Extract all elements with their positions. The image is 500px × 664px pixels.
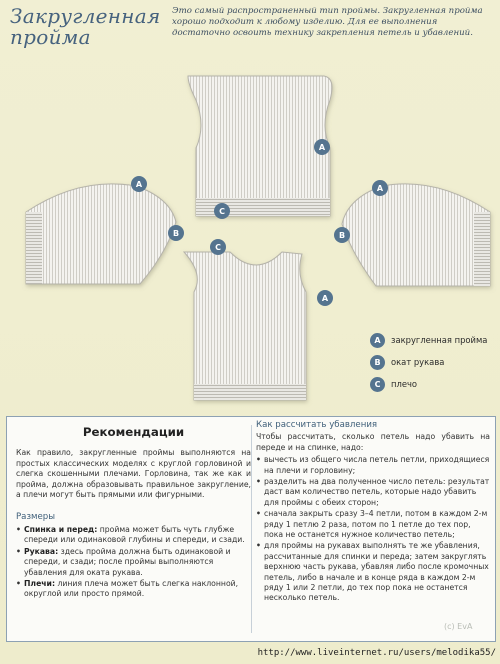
svg-text:A: A [135,180,143,189]
calc-item: • вычесть из общего числа петель петли, приходящиеся на плечи и горловину; [256,455,490,476]
source-url: http://www.liveinternet.ru/users/melodika55/ [257,648,496,658]
sizes-title: Размеры [16,511,56,522]
calc-item: • для проймы на рукавах выполнять те же убавления, рассчитанные для спинки и переда; затем закруглять верхнюю часть рукава, убавляя либо после кромочных петель, либо в начале и в конце ряда в каждом 2-м ряду 1 или 2 петли, до тех пор пока не останется несколько петель. [256,541,490,603]
badge-b-left-sleeve [168,225,184,241]
badge-a-right-sleeve [372,180,388,196]
legend-item [370,351,495,373]
legend [370,329,495,395]
recommendations-column [16,423,251,601]
legend-badge: B [370,355,385,370]
left-sleeve [26,184,176,284]
column-divider [251,425,252,633]
size-item [16,525,251,546]
size-text: пройма может быть чуть глубже спереди или одинаковой глубины и спереди, и сзади. [24,524,245,545]
size-text: здесь пройма должна быть одинаковой и спереди, и сзади; после проймы выполняются убавления для оката рукава. [24,546,231,577]
size-term: Плечи: [24,579,56,588]
badge-b-right-sleeve [334,227,350,243]
legend-label: окат рукава [391,357,445,367]
size-item [16,579,251,600]
badge-a-back [314,139,330,155]
intro-text: Это самый распространенный тип проймы. Закругленная пройма хорошо подходит к любому изделию. Для ее выполнения достаточно освоить технику закрепления петель и убавлений. [172,6,483,38]
page-title: Закругленная пройма [10,4,161,49]
svg-text:C: C [219,207,225,216]
badge-a-front [317,290,333,306]
svg-text:A: A [376,184,384,193]
calc-column [256,420,490,605]
recommendations-title: Рекомендации [82,425,185,439]
front-piece [184,252,306,400]
size-term: Спинка и перед: [24,524,98,534]
badge-c-back [214,203,230,219]
watermark: (с) EvA [444,622,473,631]
size-item [16,547,251,578]
calc-item: • разделить на два полученное число петель: результат даст вам количество петель, которые надо убавить для проймы с обеих сторон; [256,477,490,508]
right-sleeve [342,184,490,286]
svg-text:B: B [172,229,180,238]
calc-title: Как рассчитать убавления [256,420,378,430]
recommendations-intro: Как правило, закругленные проймы выполняются на простых классических моделях с круглой горловиной и слегка скошенными плечами. Горловина, так же как и пройма, должна образовывать правильное закругление, а плечи могут быть прямыми или фигурными. [16,448,251,500]
legend-item [370,373,495,395]
info-box [6,416,496,642]
legend-badge: C [370,377,385,392]
legend-item [370,329,495,351]
badge-a-left-sleeve [131,176,147,192]
size-term: Рукава: [24,546,59,556]
calc-item: • сначала закрыть сразу 3–4 петли, потом в каждом 2-м ряду 1 петлю 2 раза, потом по 1 петле до тех пор, пока не останется нужное количество петель; [256,509,490,540]
legend-label: закругленная пройма [391,335,488,345]
svg-text:A: A [321,294,329,303]
legend-label: плечо [391,379,418,389]
calc-intro: Чтобы рассчитать, сколько петель надо убавить на переде и на спинке, надо: [256,432,490,452]
svg-text:A: A [318,143,326,152]
svg-text:C: C [215,243,221,252]
badge-c-front [210,239,226,255]
size-text: линия плеча может быть слегка наклонной, округлой или просто прямой. [24,579,239,599]
svg-text:B: B [338,231,346,240]
back-piece [188,76,332,216]
legend-badge: A [370,333,385,348]
